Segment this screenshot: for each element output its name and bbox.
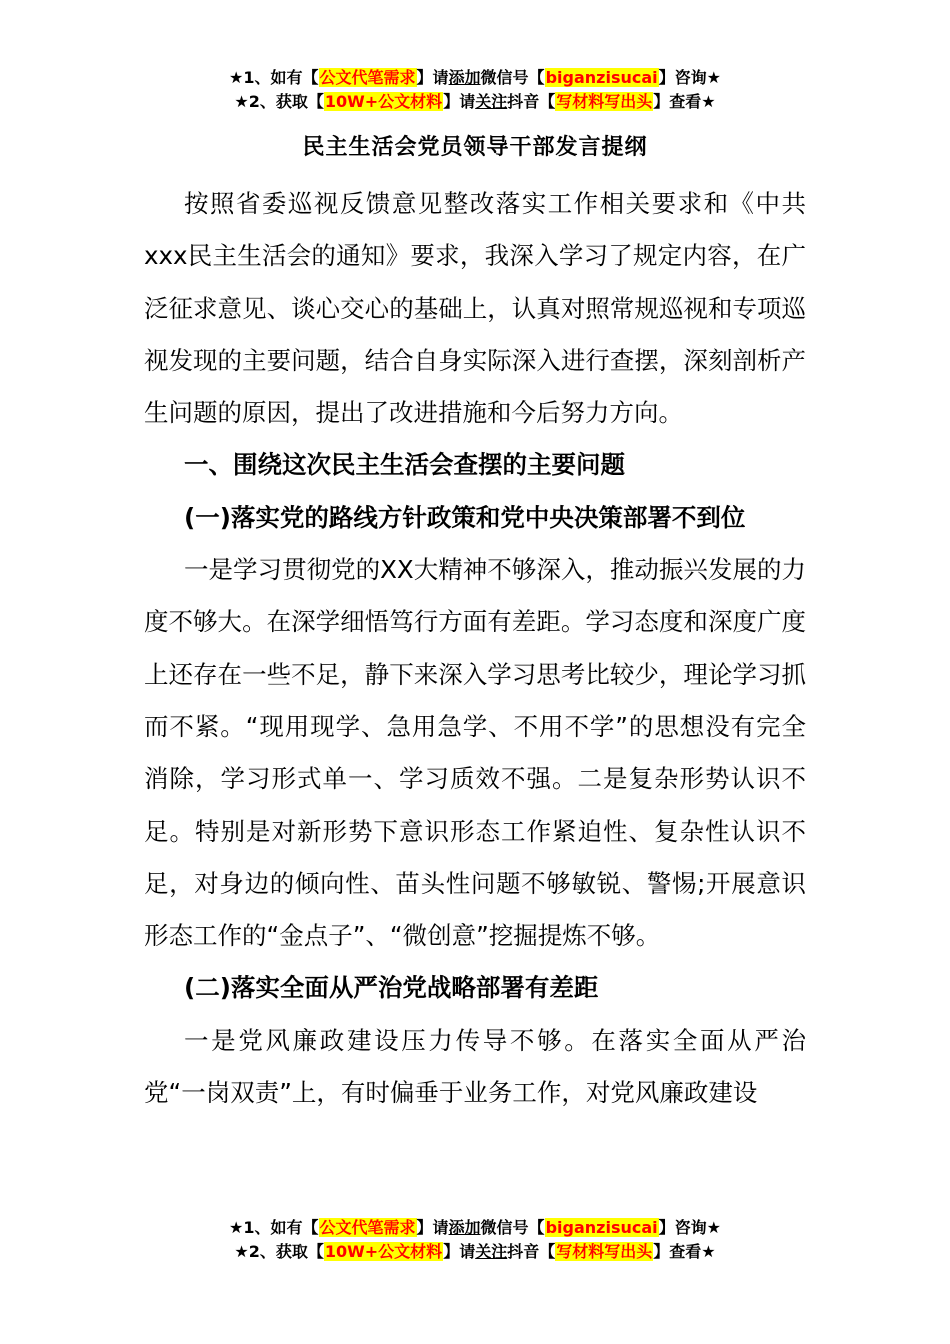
highlight-douyin-account: 写材料写出头 xyxy=(556,1242,653,1261)
highlight-materials: 10W+公文材料 xyxy=(324,92,443,111)
subsection-heading-2: (二)落实全面从严治党战略部署有差距 xyxy=(184,973,599,1003)
footer-banner xyxy=(0,1216,950,1264)
header-banner xyxy=(0,66,950,114)
document-body xyxy=(144,178,806,1119)
subsection-body-2: 一是党风廉政建设压力传导不够。在落实全面从严治党“一岗双责”上，有时偏垂于业务工作，对党风廉政建设 xyxy=(144,1025,806,1108)
banner-line-1: ★1、如有【公文代笔需求】请添加微信号【biganzisucai】咨询★ xyxy=(229,1218,721,1237)
intro-paragraph: 按照省委巡视反馈意见整改落实工作相关要求和《中共xxx民主生活会的通知》要求，我深入学习了规定内容，在广泛征求意见、谈心交心的基础上，认真对照常规巡视和专项巡视发现的主要问题，结合自身实际深入进行查摆，深刻剖析产生问题的原因，提出了改进措施和今后努力方向。 xyxy=(144,189,806,428)
banner-line-2: ★2、获取【10W+公文材料】请关注抖音【写材料写出头】查看★ xyxy=(234,92,716,111)
banner-line-2: ★2、获取【10W+公文材料】请关注抖音【写材料写出头】查看★ xyxy=(234,1242,716,1261)
highlight-service: 公文代笔需求 xyxy=(319,1218,416,1237)
subsection-heading-1: (一)落实党的路线方针政策和党中央决策部署不到位 xyxy=(184,502,746,532)
highlight-materials: 10W+公文材料 xyxy=(324,1242,443,1261)
banner-line-1: ★1、如有【公文代笔需求】请添加微信号【biganzisucai】咨询★ xyxy=(229,68,721,87)
subsection-body-1: 一是学习贯彻党的XX大精神不够深入，推动振兴发展的力度不够大。在深学细悟笃行方面有差距。学习态度和深度广度上还存在一些不足，静下来深入学习思考比较少，理论学习抓而不紧。“现用现学、急用急学、不用不学”的思想没有完全消除，学习形式单一、学习质效不强。二是复杂形势认识不足。特别是对新形势下意识形态工作紧迫性、复杂性认识不足，对身边的倾向性、苗头性问题不够敏锐、警惕;开展意识形态工作的“金点子”、“微创意”挖掘提炼不够。 xyxy=(144,555,806,951)
highlight-service: 公文代笔需求 xyxy=(319,68,416,87)
highlight-wechat-id: biganzisucai xyxy=(545,1218,658,1237)
document-title: 民主生活会党员领导干部发言提纲 xyxy=(302,135,648,160)
highlight-wechat-id: biganzisucai xyxy=(545,68,658,87)
section-heading: 一、围绕这次民主生活会查摆的主要问题 xyxy=(184,450,625,480)
highlight-douyin-account: 写材料写出头 xyxy=(556,92,653,111)
